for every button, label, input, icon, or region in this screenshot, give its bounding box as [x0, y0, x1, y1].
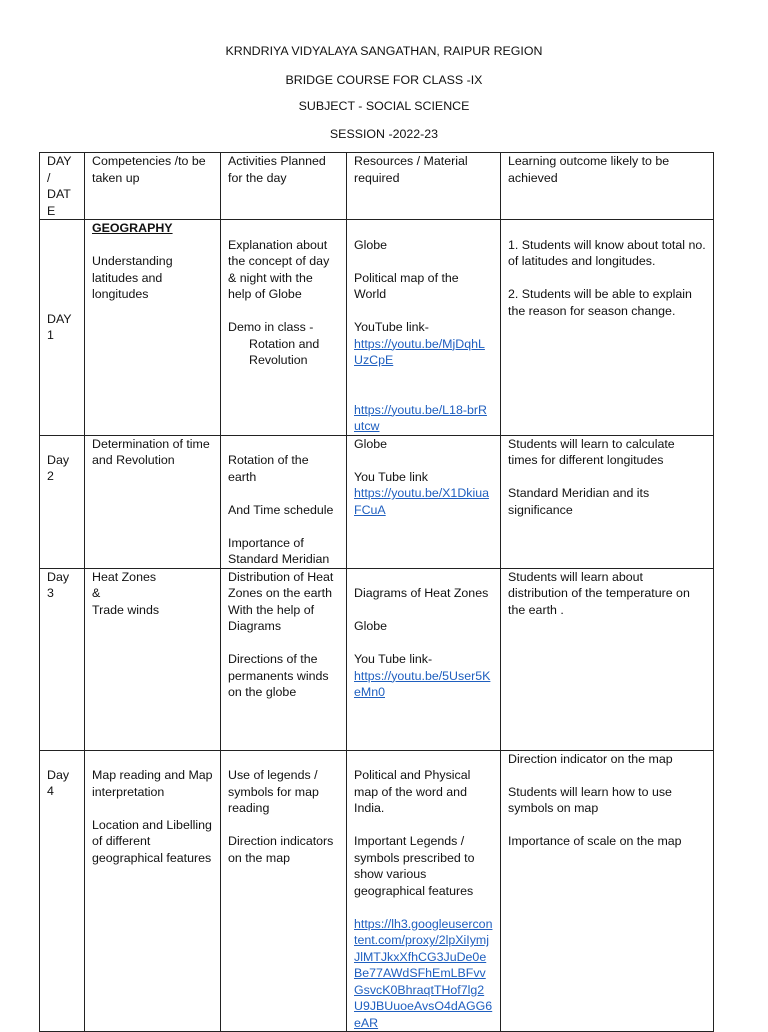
day4-outcome [501, 750, 714, 1032]
header-competencies: Competencies /to be taken up [85, 153, 221, 220]
header-day: DAY / DATE [40, 153, 85, 220]
day4-out3: Importance of scale on the map [508, 834, 682, 848]
day2-activity2: And Time schedule [228, 502, 334, 517]
day3-comp1: Heat Zones [92, 569, 157, 584]
day1-outcome [501, 220, 714, 436]
day3-outcome [501, 568, 714, 750]
day1-res2: Political map of the World [354, 270, 459, 301]
day3-comp2: & [92, 586, 101, 600]
table-header-row [40, 153, 714, 220]
day1-competency: Understanding latitudes and longitudes [92, 254, 173, 301]
day3-res3: You Tube link- [354, 652, 433, 666]
day3-activities [221, 568, 347, 750]
day3-label: Day 3 [40, 568, 85, 750]
day1-competencies [85, 220, 221, 436]
header-resources: Resources / Material required [347, 153, 501, 220]
day4-out2: Students will learn how to use symbols on map [508, 784, 672, 815]
day3-resources [347, 568, 501, 750]
day4-res1: Political and Physical map of the word and India. [354, 768, 471, 815]
course-title: BRIDGE COURSE FOR CLASS -IX [285, 73, 483, 87]
day1-res3: YouTube link- [354, 320, 429, 334]
table-row-day1 [40, 220, 714, 436]
day1-resources [347, 220, 501, 436]
day2-out1: Students will learn to calculate times for different longitudes [508, 436, 675, 467]
session-title: SESSION -2022-23 [329, 127, 439, 141]
day4-activities [221, 750, 347, 1032]
youtube-link-4[interactable]: https://youtu.be/5User5KeMn0 [354, 668, 491, 699]
subject-title: SUBJECT - SOCIAL SCIENCE [298, 99, 470, 113]
day4-activity2: Direction indicators on the map [228, 834, 334, 865]
day4-label: Day 4 [40, 750, 85, 1032]
lesson-plan-table [39, 152, 714, 1032]
day1-activity1: Explanation about the concept of day & night with the help of Globe [228, 237, 330, 301]
day1-label: DAY 1 [40, 220, 85, 436]
day3-comp3: Trade winds [92, 602, 160, 617]
table-row-day3 [40, 568, 714, 750]
day2-resources [347, 435, 501, 568]
day3-res2: Globe [354, 619, 388, 633]
header-outcome: Learning outcome likely to be achieved [501, 153, 714, 220]
day2-outcome [501, 435, 714, 568]
day3-out1: Students will learn about distribution of the temperature on the earth . [508, 569, 690, 617]
table-row-day4 [40, 750, 714, 1032]
day3-competencies [85, 568, 221, 750]
day2-label: Day 2 [40, 435, 85, 568]
day4-activity1: Use of legends / symbols for map reading [228, 768, 319, 815]
day4-comp1: Map reading and Map interpretation [92, 768, 213, 799]
day1-activity2: Demo in class - [228, 320, 314, 334]
section-geography: GEOGRAPHY [92, 221, 173, 235]
youtube-link-1[interactable]: https://youtu.be/MjDqhLUzCpE [354, 336, 485, 367]
day3-res1: Diagrams of Heat Zones [354, 586, 489, 600]
day1-out2: 2. Students will be able to explain the reason for season change. [508, 287, 692, 318]
day1-out1: 1. Students will know about total no. of latitudes and longitudes. [508, 237, 706, 268]
document-org-title: KRNDRIYA VIDYALAYA SANGATHAN, RAIPUR REGION [225, 44, 543, 58]
youtube-link-2[interactable]: https://youtu.be/L18-brRutcw [354, 402, 487, 433]
day2-activity3: Importance of Standard Meridian [228, 535, 330, 566]
day2-res1: Globe [354, 436, 388, 451]
table-row-day2 [40, 435, 714, 568]
day4-comp2: Location and Libelling of different geographical features [92, 817, 212, 865]
day2-activities [221, 435, 347, 568]
day2-out2: Standard Meridian and its significance [508, 486, 650, 517]
day1-res1: Globe [354, 237, 388, 252]
day2-res2: You Tube link [354, 469, 428, 484]
day4-competencies [85, 750, 221, 1032]
image-proxy-link[interactable]: https://lh3.googleusercontent.com/proxy/2lpXiIymjJlMTJkxXfhCG3JuDe0eBe77AWdSFhEmLBFvvGsvcK0BhraqtTHof7lg2U9JBUuoeAvsO4dAGG6eAR [354, 916, 493, 1030]
day1-activity3: Rotation and Revolution [249, 336, 320, 367]
youtube-link-3[interactable]: https://youtu.be/X1DkiuaFCuA [354, 486, 490, 517]
day4-res2: Important Legends / symbols prescribed to show various geographical features [354, 834, 475, 898]
day2-competency: Determination of time and Revolution [85, 435, 221, 568]
day4-resources [347, 750, 501, 1032]
day3-activity2: Directions of the permanents winds on the globe [228, 652, 329, 699]
day2-activity1: Rotation of the earth [228, 453, 309, 484]
day4-out1: Direction indicator on the map [508, 751, 673, 766]
day1-activities [221, 220, 347, 436]
day3-activity1: Distribution of Heat Zones on the earth With the help of Diagrams [228, 569, 334, 633]
header-activities: Activities Planned for the day [221, 153, 347, 220]
